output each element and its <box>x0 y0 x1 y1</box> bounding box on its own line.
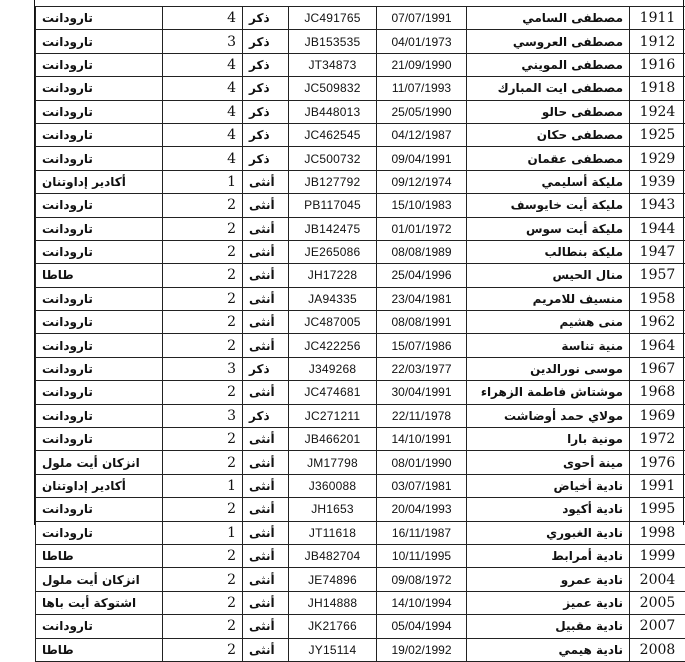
document-sheet <box>34 0 684 525</box>
table-row <box>36 53 685 76</box>
region-cell: تارودانت <box>36 404 163 427</box>
score-cell: 4 <box>163 53 243 76</box>
row-number-cell: 1916 <box>630 53 685 76</box>
birth-date-cell: 07/07/1991 <box>377 7 467 30</box>
region-cell: تارودانت <box>36 381 163 404</box>
region-cell: أكادير إداوتنان <box>36 170 163 193</box>
row-number-cell: 1969 <box>630 404 685 427</box>
gender-cell: ذكر <box>243 123 289 146</box>
row-number-cell: 1967 <box>630 357 685 380</box>
region-cell: تارودانت <box>36 147 163 170</box>
birth-date-cell: 16/11/1987 <box>377 521 467 544</box>
region-cell: تارودانت <box>36 615 163 638</box>
score-cell: 2 <box>163 240 243 263</box>
score-cell: 4 <box>163 147 243 170</box>
gender-cell: ذكر <box>243 357 289 380</box>
birth-date-cell: 25/04/1996 <box>377 264 467 287</box>
gender-cell: أنثى <box>243 428 289 451</box>
full-name-cell: منسيف للامريم <box>467 287 630 310</box>
birth-date-cell: 01/01/1972 <box>377 217 467 240</box>
full-name-cell: نادية عميز <box>467 591 630 614</box>
birth-date-cell: 30/04/1991 <box>377 381 467 404</box>
region-cell: تارودانت <box>36 77 163 100</box>
row-number-cell: 1991 <box>630 474 685 497</box>
gender-cell: أنثى <box>243 568 289 591</box>
score-cell: 2 <box>163 194 243 217</box>
table-row <box>36 544 685 567</box>
id-card-cell: JB466201 <box>289 428 377 451</box>
region-cell: انزكان أيت ملول <box>36 451 163 474</box>
gender-cell: أنثى <box>243 451 289 474</box>
birth-date-cell: 04/12/1987 <box>377 123 467 146</box>
full-name-cell: منية تناسة <box>467 334 630 357</box>
full-name-cell: نادية أكيود <box>467 498 630 521</box>
birth-date-cell: 09/12/1974 <box>377 170 467 193</box>
table-row <box>36 194 685 217</box>
gender-cell: أنثى <box>243 638 289 661</box>
full-name-cell: منال الحيس <box>467 264 630 287</box>
row-number-cell: 1995 <box>630 498 685 521</box>
full-name-cell: مليكة بنطالب <box>467 240 630 263</box>
score-cell: 2 <box>163 498 243 521</box>
score-cell: 2 <box>163 287 243 310</box>
id-card-cell: JH17228 <box>289 264 377 287</box>
region-cell: تارودانت <box>36 53 163 76</box>
full-name-cell: نادية هيمي <box>467 638 630 661</box>
gender-cell: أنثى <box>243 544 289 567</box>
id-card-cell: JC491765 <box>289 7 377 30</box>
row-number-cell: 2005 <box>630 591 685 614</box>
full-name-cell: نادية مقبيل <box>467 615 630 638</box>
score-cell: 2 <box>163 451 243 474</box>
region-cell: تارودانت <box>36 311 163 334</box>
region-cell: انزكان أيت ملول <box>36 568 163 591</box>
score-cell: 1 <box>163 521 243 544</box>
birth-date-cell: 14/10/1994 <box>377 591 467 614</box>
gender-cell: أنثى <box>243 311 289 334</box>
gender-cell: أنثى <box>243 498 289 521</box>
full-name-cell: مصطفى عقمان <box>467 147 630 170</box>
row-number-cell: 1925 <box>630 123 685 146</box>
gender-cell: ذكر <box>243 100 289 123</box>
row-number-cell: 1972 <box>630 428 685 451</box>
full-name-cell: نادية عمرو <box>467 568 630 591</box>
row-number-cell: 1976 <box>630 451 685 474</box>
birth-date-cell: 15/10/1983 <box>377 194 467 217</box>
full-name-cell: مصطفى حكان <box>467 123 630 146</box>
table-row <box>36 404 685 427</box>
id-card-cell: JE74896 <box>289 568 377 591</box>
row-number-cell: 2004 <box>630 568 685 591</box>
region-cell: تارودانت <box>36 194 163 217</box>
table-row <box>36 311 685 334</box>
row-number-cell: 1943 <box>630 194 685 217</box>
score-cell: 4 <box>163 123 243 146</box>
table-row <box>36 638 685 661</box>
birth-date-cell: 21/09/1990 <box>377 53 467 76</box>
full-name-cell: مليكة أيت خايوسف <box>467 194 630 217</box>
id-card-cell: JB482704 <box>289 544 377 567</box>
id-card-cell: JC422256 <box>289 334 377 357</box>
region-cell: اشتوكة أيت باها <box>36 591 163 614</box>
table-row <box>36 217 685 240</box>
row-number-cell: 1924 <box>630 100 685 123</box>
full-name-cell: نادية أخياض <box>467 474 630 497</box>
region-cell: تارودانت <box>36 521 163 544</box>
table-row <box>36 451 685 474</box>
table-row <box>36 428 685 451</box>
id-card-cell: JC500732 <box>289 147 377 170</box>
table-row <box>36 591 685 614</box>
region-cell: تارودانت <box>36 217 163 240</box>
id-card-cell: JT11618 <box>289 521 377 544</box>
birth-date-cell: 08/01/1990 <box>377 451 467 474</box>
gender-cell: ذكر <box>243 147 289 170</box>
score-cell: 2 <box>163 615 243 638</box>
birth-date-cell: 14/10/1991 <box>377 428 467 451</box>
row-number-cell: 2008 <box>630 638 685 661</box>
gender-cell: ذكر <box>243 77 289 100</box>
birth-date-cell: 05/04/1994 <box>377 615 467 638</box>
row-number-cell: 1911 <box>630 7 685 30</box>
region-cell: أكادير إداوتنان <box>36 474 163 497</box>
row-number-cell: 1998 <box>630 521 685 544</box>
id-card-cell: JC474681 <box>289 381 377 404</box>
score-cell: 2 <box>163 544 243 567</box>
full-name-cell: موشتاش فاطمة الزهراء <box>467 381 630 404</box>
id-card-cell: JC509832 <box>289 77 377 100</box>
birth-date-cell: 22/03/1977 <box>377 357 467 380</box>
region-cell: تارودانت <box>36 357 163 380</box>
birth-date-cell: 09/08/1972 <box>377 568 467 591</box>
birth-date-cell: 03/07/1981 <box>377 474 467 497</box>
gender-cell: ذكر <box>243 7 289 30</box>
score-cell: 2 <box>163 591 243 614</box>
table-row <box>36 30 685 53</box>
row-number-cell: 1999 <box>630 544 685 567</box>
score-cell: 2 <box>163 568 243 591</box>
id-card-cell: J349268 <box>289 357 377 380</box>
id-card-cell: JH1653 <box>289 498 377 521</box>
gender-cell: أنثى <box>243 615 289 638</box>
table-row <box>36 240 685 263</box>
full-name-cell: نادية أمرابط <box>467 544 630 567</box>
table-row <box>36 334 685 357</box>
score-cell: 3 <box>163 30 243 53</box>
birth-date-cell: 22/11/1978 <box>377 404 467 427</box>
gender-cell: أنثى <box>243 287 289 310</box>
score-cell: 4 <box>163 77 243 100</box>
birth-date-cell: 25/05/1990 <box>377 100 467 123</box>
row-number-cell: 1968 <box>630 381 685 404</box>
table-row <box>36 77 685 100</box>
id-card-cell: JB448013 <box>289 100 377 123</box>
row-number-cell: 1957 <box>630 264 685 287</box>
score-cell: 2 <box>163 381 243 404</box>
gender-cell: أنثى <box>243 521 289 544</box>
region-cell: طاطا <box>36 264 163 287</box>
row-number-cell: 1964 <box>630 334 685 357</box>
row-number-cell: 2007 <box>630 615 685 638</box>
birth-date-cell: 23/04/1981 <box>377 287 467 310</box>
row-number-cell: 1958 <box>630 287 685 310</box>
region-cell: طاطا <box>36 544 163 567</box>
gender-cell: أنثى <box>243 334 289 357</box>
row-number-cell: 1929 <box>630 147 685 170</box>
region-cell: تارودانت <box>36 7 163 30</box>
roster-table <box>35 6 685 662</box>
row-number-cell: 1939 <box>630 170 685 193</box>
full-name-cell: منى هشيم <box>467 311 630 334</box>
id-card-cell: JM17798 <box>289 451 377 474</box>
score-cell: 4 <box>163 100 243 123</box>
score-cell: 2 <box>163 217 243 240</box>
region-cell: تارودانت <box>36 123 163 146</box>
roster-body <box>36 7 685 662</box>
score-cell: 2 <box>163 264 243 287</box>
table-row <box>36 147 685 170</box>
birth-date-cell: 15/07/1986 <box>377 334 467 357</box>
birth-date-cell: 08/08/1991 <box>377 311 467 334</box>
score-cell: 2 <box>163 311 243 334</box>
table-row <box>36 287 685 310</box>
id-card-cell: JB127792 <box>289 170 377 193</box>
full-name-cell: مصطفى المويني <box>467 53 630 76</box>
id-card-cell: PB117045 <box>289 194 377 217</box>
table-row <box>36 123 685 146</box>
score-cell: 2 <box>163 638 243 661</box>
birth-date-cell: 11/07/1993 <box>377 77 467 100</box>
region-cell: طاطا <box>36 638 163 661</box>
score-cell: 2 <box>163 334 243 357</box>
full-name-cell: نادية الغبوري <box>467 521 630 544</box>
birth-date-cell: 08/08/1989 <box>377 240 467 263</box>
full-name-cell: مليكة أسليمي <box>467 170 630 193</box>
row-number-cell: 1912 <box>630 30 685 53</box>
id-card-cell: JB142475 <box>289 217 377 240</box>
birth-date-cell: 20/04/1993 <box>377 498 467 521</box>
gender-cell: أنثى <box>243 170 289 193</box>
score-cell: 1 <box>163 474 243 497</box>
id-card-cell: JK21766 <box>289 615 377 638</box>
region-cell: تارودانت <box>36 287 163 310</box>
table-row <box>36 381 685 404</box>
full-name-cell: مينة أحوى <box>467 451 630 474</box>
id-card-cell: JH14888 <box>289 591 377 614</box>
id-card-cell: JC271211 <box>289 404 377 427</box>
id-card-cell: JE265086 <box>289 240 377 263</box>
full-name-cell: موسى نورالدين <box>467 357 630 380</box>
score-cell: 3 <box>163 404 243 427</box>
gender-cell: أنثى <box>243 240 289 263</box>
score-cell: 4 <box>163 7 243 30</box>
region-cell: تارودانت <box>36 428 163 451</box>
id-card-cell: JA94335 <box>289 287 377 310</box>
id-card-cell: JC487005 <box>289 311 377 334</box>
id-card-cell: JY15114 <box>289 638 377 661</box>
birth-date-cell: 09/04/1991 <box>377 147 467 170</box>
table-row <box>36 568 685 591</box>
row-number-cell: 1947 <box>630 240 685 263</box>
full-name-cell: مصطفى العروسي <box>467 30 630 53</box>
gender-cell: أنثى <box>243 194 289 217</box>
table-row <box>36 264 685 287</box>
id-card-cell: JT34873 <box>289 53 377 76</box>
gender-cell: ذكر <box>243 404 289 427</box>
table-row <box>36 170 685 193</box>
full-name-cell: مونية بارا <box>467 428 630 451</box>
score-cell: 1 <box>163 170 243 193</box>
gender-cell: ذكر <box>243 53 289 76</box>
birth-date-cell: 19/02/1992 <box>377 638 467 661</box>
id-card-cell: J360088 <box>289 474 377 497</box>
id-card-cell: JC462545 <box>289 123 377 146</box>
table-row <box>36 357 685 380</box>
table-row <box>36 615 685 638</box>
full-name-cell: مصطفى ايت المبارك <box>467 77 630 100</box>
region-cell: تارودانت <box>36 498 163 521</box>
birth-date-cell: 10/11/1995 <box>377 544 467 567</box>
region-cell: تارودانت <box>36 30 163 53</box>
id-card-cell: JB153535 <box>289 30 377 53</box>
gender-cell: أنثى <box>243 217 289 240</box>
gender-cell: ذكر <box>243 30 289 53</box>
gender-cell: أنثى <box>243 264 289 287</box>
full-name-cell: مولاي حمد أوضاشت <box>467 404 630 427</box>
region-cell: تارودانت <box>36 100 163 123</box>
row-number-cell: 1962 <box>630 311 685 334</box>
full-name-cell: مليكة أيت سوس <box>467 217 630 240</box>
gender-cell: أنثى <box>243 474 289 497</box>
full-name-cell: مصطفى السامي <box>467 7 630 30</box>
birth-date-cell: 04/01/1973 <box>377 30 467 53</box>
table-row <box>36 498 685 521</box>
full-name-cell: مصطفى حالو <box>467 100 630 123</box>
table-row <box>36 7 685 30</box>
score-cell: 3 <box>163 357 243 380</box>
row-number-cell: 1944 <box>630 217 685 240</box>
region-cell: تارودانت <box>36 240 163 263</box>
gender-cell: أنثى <box>243 381 289 404</box>
region-cell: تارودانت <box>36 334 163 357</box>
score-cell: 2 <box>163 428 243 451</box>
gender-cell: أنثى <box>243 591 289 614</box>
table-row <box>36 100 685 123</box>
table-row <box>36 474 685 497</box>
row-number-cell: 1918 <box>630 77 685 100</box>
